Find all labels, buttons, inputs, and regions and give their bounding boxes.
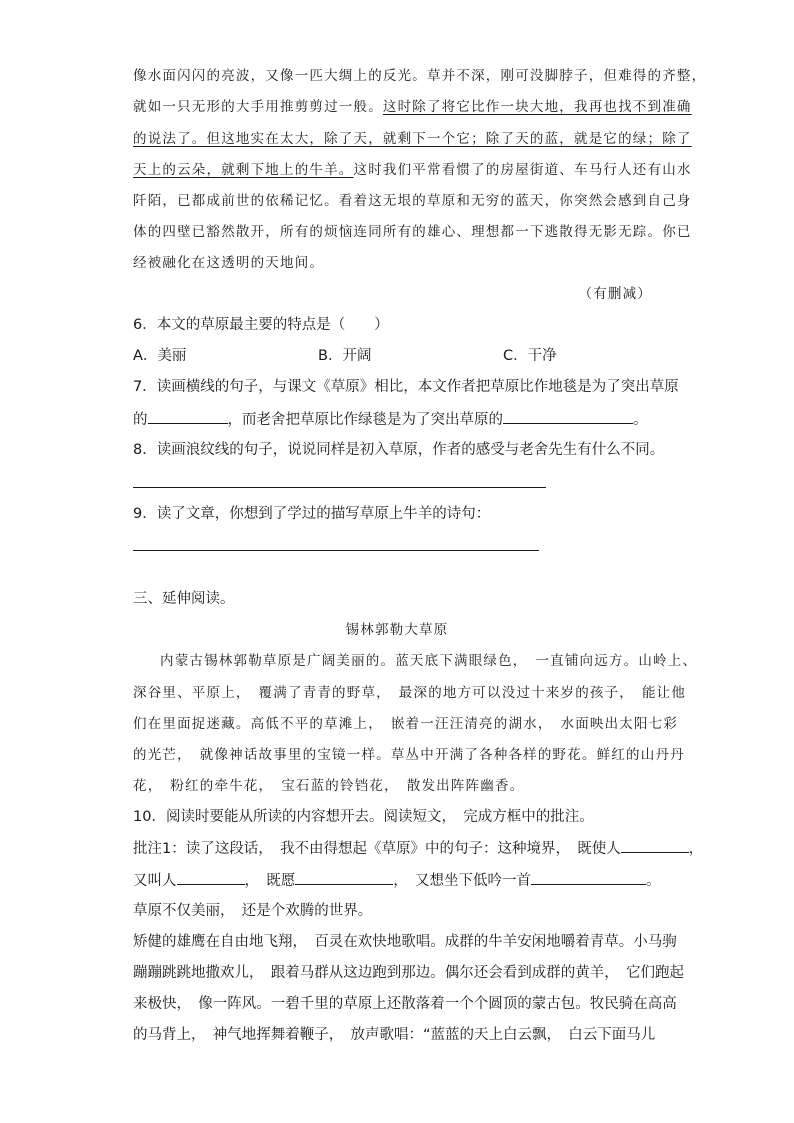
passage1-line: 经被融化在这透明的天地间。 bbox=[133, 255, 325, 271]
question-7-line2: 的 ，而老舍把草原比作绿毯是为了突出草原的 。 bbox=[133, 409, 648, 430]
question-8-stem: 8．读画浪纹线的句子，说说同样是初入草原，作者的感受与老舍先生有什么不同。 bbox=[133, 442, 665, 458]
q8-answer-line[interactable] bbox=[133, 487, 546, 488]
question-6-stem: 6．本文的草原最主要的特点是（ ） bbox=[133, 317, 389, 333]
passage1-line: 体的四壁已豁然散开，所有的烦恼连同所有的雄心、理想都一下逃散得无影无踪。你已 bbox=[133, 224, 692, 240]
q7-blank-2[interactable] bbox=[503, 409, 633, 424]
section-3-heading: 三、延伸阅读。 bbox=[133, 591, 235, 607]
passage1-line: 阡陌，已都成前世的依稀记忆。看着这无垠的草原和无穷的蓝天，你突然会感到自己身 bbox=[133, 193, 692, 209]
passage2-continued-line: 来极快， 像一阵风。一碧千里的草原上还散落着一个个圆顶的蒙古包。牧民骑在高高 bbox=[133, 996, 677, 1012]
annotation-blank-1[interactable] bbox=[621, 838, 689, 853]
passage1-line: 的说法了。但这地实在太大，除了天，就剩下一个它；除了天的蓝，就是它的绿；除了 bbox=[133, 131, 692, 147]
passage2-line: 们在里面捉迷藏。高低不平的草滩上， 嵌着一汪汪清亮的湖水， 水面映出太阳七彩 bbox=[133, 716, 679, 732]
annotation-blank-2[interactable] bbox=[177, 870, 245, 885]
annotation-1-line2: 又叫人 ， 既愿 ， 又想坐下低吟一首 。 bbox=[133, 870, 661, 891]
q6-option-b: B．开阔 bbox=[318, 348, 372, 364]
passage2-line: 花， 粉红的牵牛花， 宝石蓝的铃铛花， 散发出阵阵幽香。 bbox=[133, 778, 525, 794]
passage1-line: 就如一只无形的大手用推剪剪过一般。这时除了将它比作一块大地，我再也找不到准确 bbox=[133, 99, 692, 115]
passage2-continued-line: 矫健的雄鹰在自由地飞翔， 百灵在欢快地歌唱。成群的牛羊安闲地嚼着青草。小马驹 bbox=[133, 934, 677, 950]
abridged-note: （有删减） bbox=[578, 286, 652, 302]
passage2-line: 内蒙古锡林郭勒草原是广阔美丽的。蓝天底下满眼绿色， 一直铺向远方。山岭上、 bbox=[160, 653, 698, 669]
passage2-line: 深谷里、平原上， 覆满了青青的野草， 最深的地方可以没过十来岁的孩子， 能让他 bbox=[133, 685, 687, 701]
q6-option-c: C．干净 bbox=[503, 348, 557, 364]
passage2-continued-line: 草原不仅美丽， 还是个欢腾的世界。 bbox=[133, 903, 373, 919]
annotation-blank-3[interactable] bbox=[295, 870, 393, 885]
q9-answer-line[interactable] bbox=[133, 550, 539, 551]
annotation-1-line1: 批注1：读了这段话， 我不由得想起《草原》中的句子：这种境界， 既使人 ， bbox=[133, 838, 703, 859]
passage2-title: 锡林郭勒大草原 bbox=[345, 622, 449, 638]
question-7-stem: 7．读画横线的句子，与课文《草原》相比，本文作者把草原比作地毯是为了突出草原 bbox=[133, 379, 679, 395]
annotation-blank-4[interactable] bbox=[531, 870, 646, 885]
question-9-stem: 9．读了文章，你想到了学过的描写草原上牛羊的诗句： bbox=[133, 506, 491, 522]
q6-option-a: A．美丽 bbox=[133, 348, 187, 364]
q7-blank-1[interactable] bbox=[148, 409, 228, 424]
passage2-line: 的光芒， 就像神话故事里的宝镜一样。草丛中开满了各种各样的野花。鲜红的山丹丹 bbox=[133, 747, 685, 763]
passage1-line: 像水面闪闪的亮波，又像一匹大绸上的反光。草并不深，刚可没脚脖子，但难得的齐整， bbox=[133, 68, 707, 84]
passage1-line: 天上的云朵，就剩下地上的牛羊。这时我们平常看惯了的房屋街道、车马行人还有山水 bbox=[133, 162, 692, 178]
passage2-continued-line: 的马背上， 神气地挥舞着鞭子， 放声歌唱：“蓝蓝的天上白云飘， 白云下面马儿 bbox=[133, 1027, 656, 1043]
passage2-continued-line: 蹦蹦跳跳地撒欢儿， 跟着马群从这边跑到那边。偶尔还会看到成群的黄羊， 它们跑起 bbox=[133, 965, 684, 981]
question-10-stem: 10．阅读时要能从所读的内容想开去。阅读短文， 完成方框中的批注。 bbox=[133, 809, 594, 825]
